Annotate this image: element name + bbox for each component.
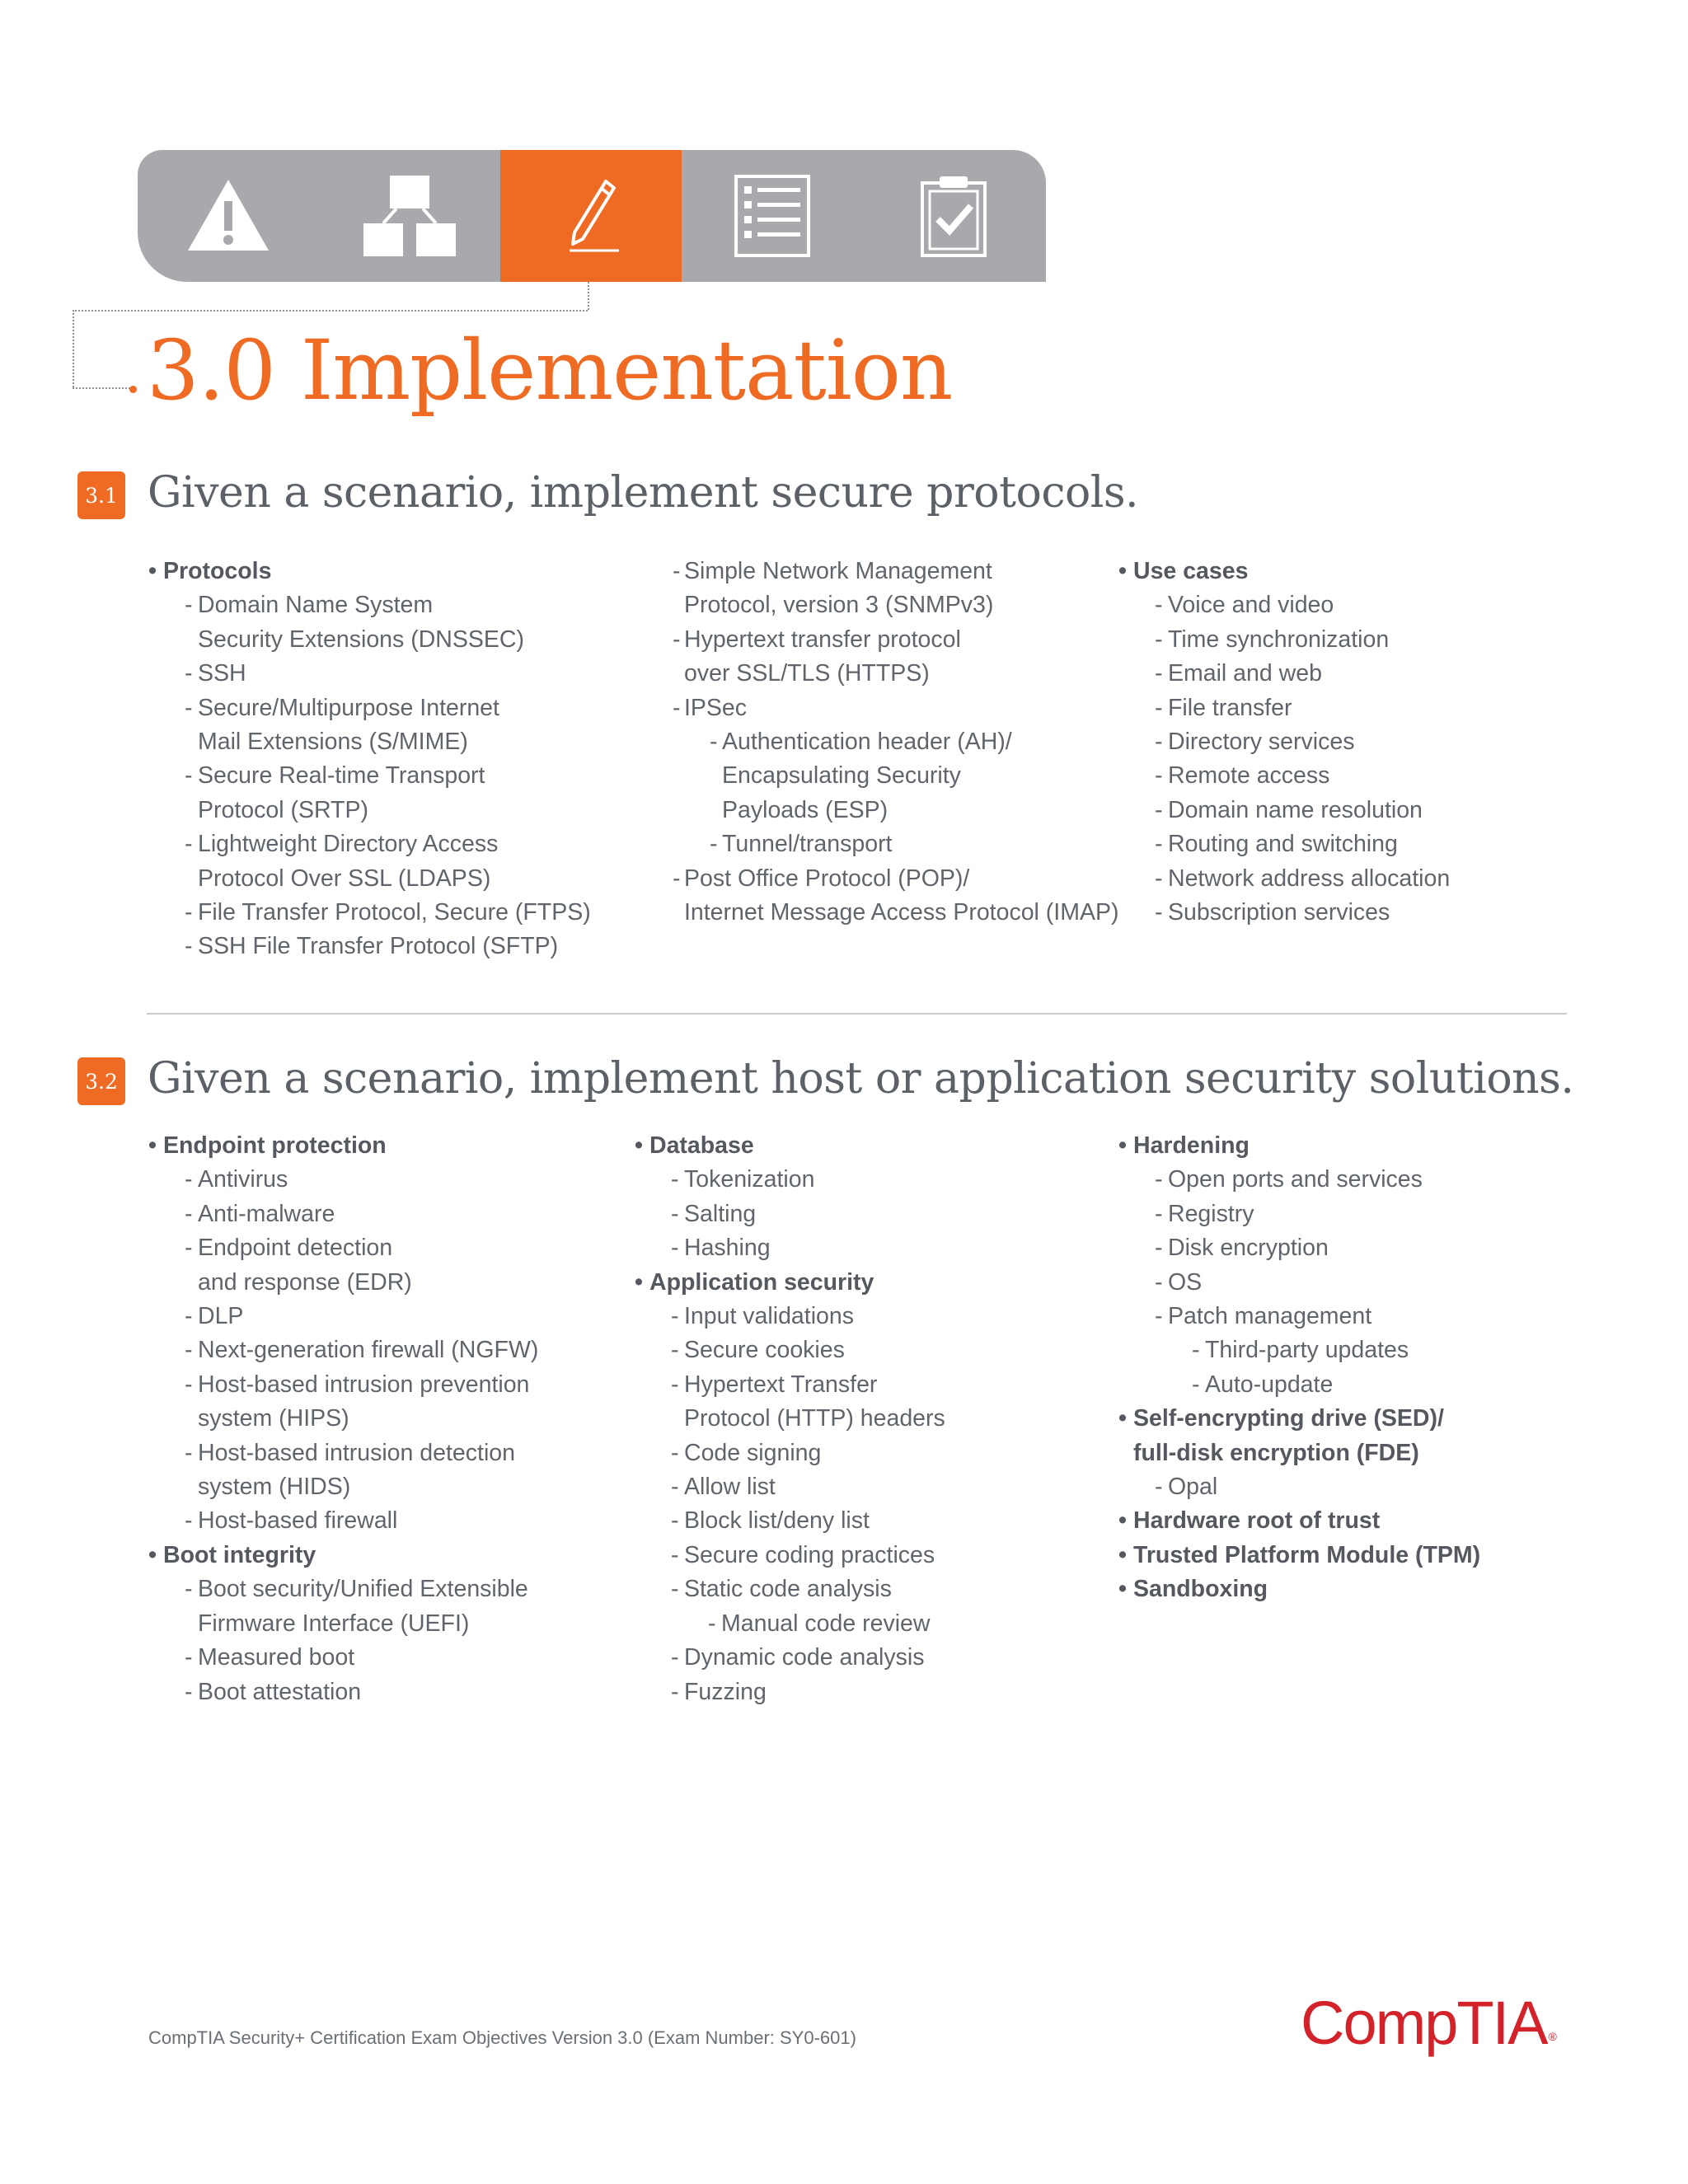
nav-cell-diagram[interactable] <box>319 150 500 282</box>
list-item: - Next-generation firewall (NGFW) <box>148 1333 538 1367</box>
list-item: - Directory services <box>1118 725 1450 759</box>
list-item: - Measured boot <box>148 1641 538 1675</box>
list-item: - Dynamic code analysis <box>635 1641 945 1675</box>
list-item: • Trusted Platform Module (TPM) <box>1118 1539 1480 1572</box>
nav-cell-warning[interactable] <box>138 150 319 282</box>
list-item: - OS <box>1118 1266 1480 1300</box>
list-item: - Secure Real-time Transport <box>148 759 591 793</box>
list-item: - Tunnel/transport <box>636 827 1118 861</box>
objective-list <box>635 1129 945 1709</box>
list-item-continuation: Protocol, version 3 (SNMPv3) <box>684 592 994 619</box>
section-badge: 3.1 <box>77 471 125 519</box>
list-item-continuation: and response (EDR) <box>198 1268 412 1296</box>
connector-line <box>588 282 589 310</box>
list-item: - Boot attestation <box>148 1675 538 1709</box>
list-item: - Host-based firewall <box>148 1504 538 1538</box>
list-item: - Subscription services <box>1118 896 1450 930</box>
list-item: - Static code analysis <box>635 1572 945 1606</box>
objective-list <box>148 555 591 964</box>
list-item: - Remote access <box>1118 759 1450 793</box>
list-item: - Host-based intrusion prevention <box>148 1368 538 1402</box>
list-item: - Fuzzing <box>635 1675 945 1709</box>
list-item: • Hardening <box>1118 1129 1480 1163</box>
list-item: - Hypertext Transfer <box>635 1368 945 1402</box>
list-item: - Block list/deny list <box>635 1504 945 1538</box>
list-item-continuation: over SSL/TLS (HTTPS) <box>684 660 930 687</box>
comptia-logo <box>1301 1989 1557 2057</box>
list-item: - IPSec <box>636 691 1118 725</box>
list-item-continuation: Firmware Interface (UEFI) <box>198 1610 470 1637</box>
page-title: 3.0 Implementation <box>147 322 953 419</box>
list-item: - Open ports and services <box>1118 1163 1480 1197</box>
list-item-continuation: Protocol (HTTP) headers <box>684 1405 945 1432</box>
list-item: - Hypertext transfer protocol <box>636 623 1118 657</box>
section-divider <box>147 1013 1567 1015</box>
list-item: • Protocols <box>148 555 591 588</box>
checklist-icon <box>733 173 812 259</box>
list-item-continuation: Payloads (ESP) <box>722 796 889 823</box>
list-item: • Self-encrypting drive (SED)/ <box>1118 1402 1480 1436</box>
list-item: • Database <box>635 1129 945 1163</box>
list-item: - Time synchronization <box>1118 623 1450 657</box>
list-item: - Simple Network Management <box>636 555 1118 588</box>
list-item: - Anti-malware <box>148 1197 538 1231</box>
list-item: • Endpoint protection <box>148 1129 538 1163</box>
list-item: - SSH File Transfer Protocol (SFTP) <box>148 930 591 963</box>
objective-list <box>148 1129 538 1709</box>
list-item-continuation: Protocol (SRTP) <box>198 796 368 823</box>
objective-list <box>1118 1129 1480 1607</box>
section-badge: 3.2 <box>77 1057 125 1105</box>
list-item-continuation: Protocol Over SSL (LDAPS) <box>198 865 491 892</box>
footer-text: CompTIA Security+ Certification Exam Objectives Version 3.0 (Exam Number: SY0-601) <box>148 2027 856 2048</box>
network-diagram-icon <box>360 171 459 261</box>
list-item: - Third-party updates <box>1118 1333 1480 1367</box>
list-item: - Lightweight Directory Access <box>148 827 591 861</box>
list-item: - Salting <box>635 1197 945 1231</box>
list-item: • Boot integrity <box>148 1539 538 1572</box>
nav-cell-checklist[interactable] <box>682 150 863 282</box>
list-item: - Input validations <box>635 1300 945 1333</box>
list-item: - Secure/Multipurpose Internet <box>148 691 591 725</box>
list-item: - DLP <box>148 1300 538 1333</box>
list-item: - Email and web <box>1118 657 1450 691</box>
list-item: - Auto-update <box>1118 1368 1480 1402</box>
list-item-continuation: Encapsulating Security <box>722 762 961 790</box>
list-item: - Code signing <box>635 1436 945 1470</box>
section-icon-bar <box>138 150 1046 282</box>
list-item: - Network address allocation <box>1118 862 1450 896</box>
list-item: - Routing and switching <box>1118 827 1450 861</box>
nav-cell-clipboard[interactable] <box>863 150 1044 282</box>
list-item: - Patch management <box>1118 1300 1480 1333</box>
list-item: - File transfer <box>1118 691 1450 725</box>
list-item-continuation: Security Extensions (DNSSEC) <box>198 626 524 653</box>
section-heading: Given a scenario, implement host or application security solutions. <box>148 1054 1574 1104</box>
logo-wordmark: CompTIA <box>1301 1989 1547 2057</box>
list-item: - Domain Name System <box>148 588 591 622</box>
list-item-continuation: Mail Extensions (S/MIME) <box>198 729 468 756</box>
list-item: - Endpoint detection <box>148 1231 538 1265</box>
list-item: - Tokenization <box>635 1163 945 1197</box>
connector-line <box>73 310 74 387</box>
list-item-continuation: Internet Message Access Protocol (IMAP) <box>684 899 1119 926</box>
clipboard-check-icon <box>918 173 989 259</box>
connector-line <box>73 310 588 312</box>
list-item: • Sandboxing <box>1118 1572 1480 1606</box>
list-item: - Host-based intrusion detection <box>148 1436 538 1470</box>
connector-line <box>73 387 130 389</box>
list-item: - Antivirus <box>148 1163 538 1197</box>
list-item: • Use cases <box>1118 555 1450 588</box>
list-item: - Domain name resolution <box>1118 794 1450 827</box>
warning-icon <box>183 175 274 257</box>
objective-list <box>1118 555 1450 930</box>
list-item-continuation: full-disk encryption (FDE) <box>1133 1439 1419 1466</box>
list-item: - Manual code review <box>635 1607 945 1641</box>
title-dot <box>129 386 137 393</box>
list-item: - Opal <box>1118 1470 1480 1504</box>
list-item: - Voice and video <box>1118 588 1450 622</box>
list-item: • Application security <box>635 1266 945 1300</box>
list-item-continuation: system (HIDS) <box>198 1474 351 1501</box>
list-item: - File Transfer Protocol, Secure (FTPS) <box>148 896 591 930</box>
objective-list <box>636 555 1118 930</box>
list-item: - Allow list <box>635 1470 945 1504</box>
list-item: - Secure cookies <box>635 1333 945 1367</box>
list-item: - Secure coding practices <box>635 1539 945 1572</box>
registered-mark: ® <box>1548 2030 1557 2043</box>
list-item: - Boot security/Unified Extensible <box>148 1572 538 1606</box>
list-item: - Authentication header (AH)/ <box>636 725 1118 759</box>
list-item-continuation: system (HIPS) <box>198 1405 349 1432</box>
nav-cell-implementation[interactable] <box>500 150 682 282</box>
list-item: - Post Office Protocol (POP)/ <box>636 862 1118 896</box>
list-item: - Hashing <box>635 1231 945 1265</box>
pen-icon <box>558 175 624 257</box>
list-item: - Disk encryption <box>1118 1231 1480 1265</box>
list-item: • Hardware root of trust <box>1118 1504 1480 1538</box>
section-heading: Given a scenario, implement secure protocols. <box>148 468 1139 518</box>
list-item: - SSH <box>148 657 591 691</box>
list-item: - Registry <box>1118 1197 1480 1231</box>
